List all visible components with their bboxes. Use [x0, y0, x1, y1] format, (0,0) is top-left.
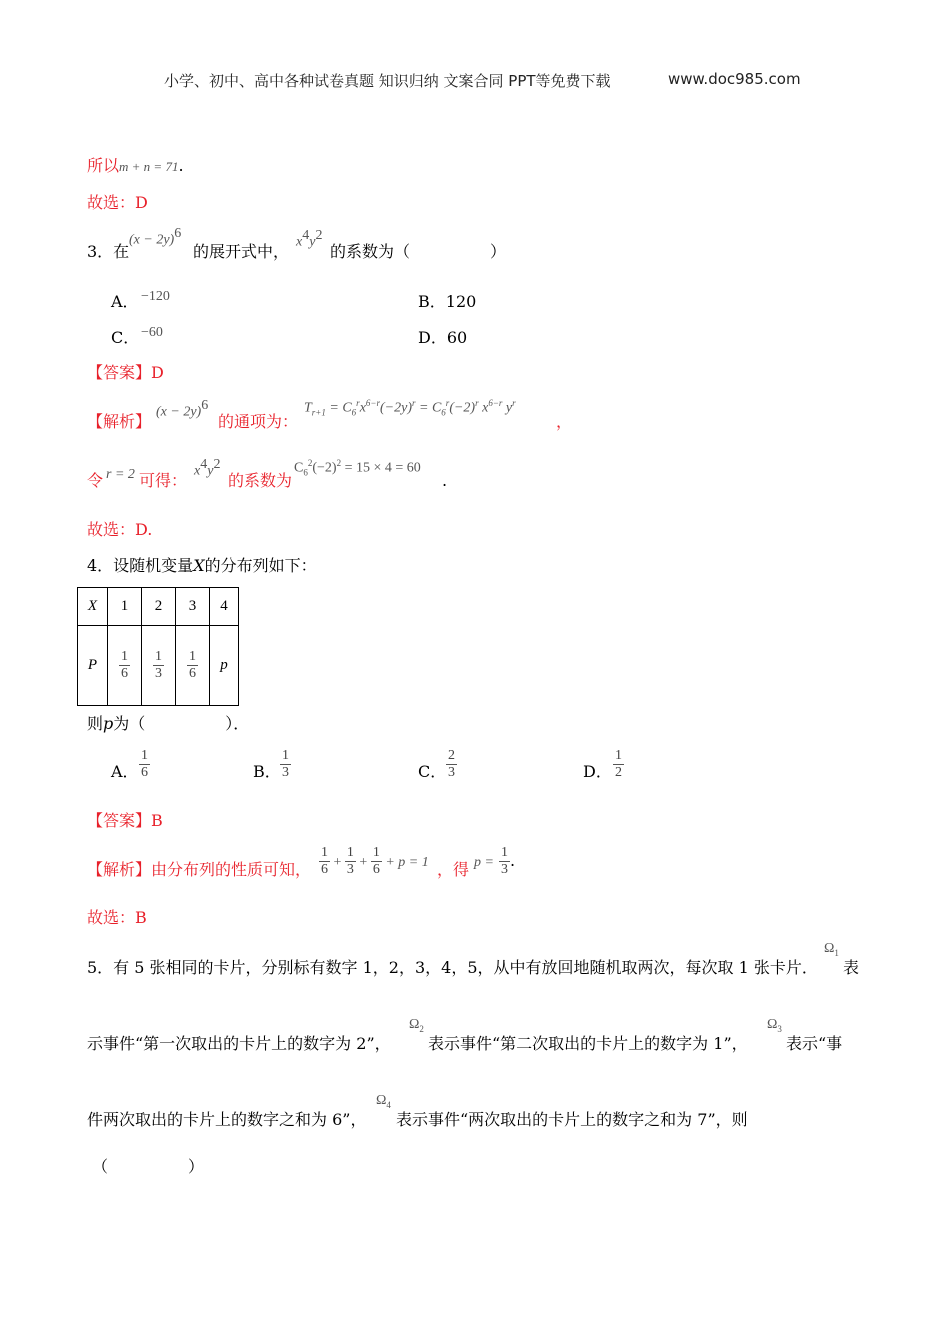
fraction-den: 3: [282, 765, 289, 780]
q3-option-d[interactable]: [418, 328, 467, 348]
q3-option-b-value: 120: [445, 292, 477, 311]
header-title: 小学、初中、高中各种试卷真题 知识归纳 文案合同 PPT等免费下载: [164, 72, 611, 90]
q5-omega1: [824, 941, 839, 958]
fraction-num: 1: [282, 748, 289, 763]
fraction: [153, 649, 164, 682]
q3-answer: 【答案】D: [87, 363, 164, 382]
q3-term: [296, 228, 322, 250]
fraction: [119, 649, 130, 682]
fraction-den: 6: [189, 666, 196, 681]
fraction-num: 1: [141, 748, 148, 763]
omega-sub: 1: [834, 947, 839, 958]
q3-analysis-expr-base: (x − 2y): [156, 404, 202, 420]
omega-symbol: Ω: [767, 1017, 778, 1032]
q4-ask: [87, 714, 249, 734]
q3-line2-text2: 的系数为: [228, 471, 293, 490]
table-cell: 2: [142, 588, 176, 626]
q3-option-b[interactable]: [418, 292, 476, 312]
q4-option-b-value: [280, 748, 291, 781]
q3-analysis-expr: [156, 398, 208, 420]
q3-analysis-expr-exp: 6: [201, 398, 209, 413]
q3-line2-term-exp1: 4: [200, 457, 208, 472]
header-url[interactable]: www.doc985.com: [668, 70, 801, 88]
omega-sub: 4: [386, 1099, 391, 1110]
table-cell: 1: [108, 588, 142, 626]
q4-analysis-label: 【解析】: [87, 860, 152, 879]
q3-option-b-label: B．: [418, 292, 446, 311]
q4-intro-text: 4．设随机变量: [87, 556, 194, 575]
q5-line2-b: 表示事件“第二次取出的卡片上的数字为 1”，: [428, 1034, 748, 1053]
prev-choose: 故选：D: [87, 193, 148, 212]
omega-symbol: Ω: [376, 1093, 387, 1108]
fraction-num: 1: [121, 649, 128, 664]
q3-text1: 的展开式中，: [193, 242, 290, 261]
fraction-den: 3: [155, 666, 162, 681]
table-cell: [108, 626, 142, 706]
q3-option-d-label: D．: [418, 328, 447, 347]
q3-option-c-label: C．: [111, 328, 140, 347]
q4-option-c-value: [446, 748, 457, 781]
fraction-den: 3: [448, 765, 455, 780]
q3-line2-prefix: 令: [87, 471, 104, 490]
q3-term-y: y: [309, 234, 316, 250]
table-cell: P: [78, 626, 108, 706]
q3-analysis-text1: 的通项为：: [218, 412, 299, 431]
q5-line1-tail: 表: [843, 958, 860, 977]
table-cell: 3: [176, 588, 210, 626]
q3-option-c[interactable]: [111, 328, 139, 348]
omega-symbol: Ω: [824, 941, 835, 956]
q3-term-x: x: [296, 234, 303, 250]
q4-option-b-label: B．: [253, 762, 281, 781]
q5-line2-c: 表示“事: [786, 1034, 843, 1053]
omega-sub: 3: [777, 1023, 782, 1034]
fraction-den: 6: [121, 666, 128, 681]
q5-line2-a: 示事件“第一次取出的卡片上的数字为 2”，: [87, 1034, 391, 1053]
q3-expr: [129, 226, 181, 248]
q3-option-a-label: A．: [111, 292, 139, 311]
q3-expr-exp: 6: [174, 226, 182, 241]
q4-option-a-label: A．: [111, 762, 139, 781]
q3-line2-term-x: x: [194, 463, 201, 479]
q4-analysis-get: ，得: [437, 860, 470, 879]
q4-choose: 故选：B: [87, 908, 147, 927]
q4-option-d-label: D．: [583, 762, 612, 781]
q4-option-d[interactable]: [583, 762, 612, 782]
q3-line2-term-y: y: [207, 463, 214, 479]
fraction: [187, 649, 198, 682]
fraction-num: 1: [189, 649, 196, 664]
q4-analysis-text: 由分布列的性质可知，: [151, 860, 312, 879]
q4-intro-var: X: [193, 556, 205, 575]
table-row: [78, 626, 239, 706]
fraction-num: 2: [448, 748, 455, 763]
q5-line4: （ ）: [92, 1157, 205, 1176]
table-cell: [142, 626, 176, 706]
fraction-den: 2: [615, 765, 622, 780]
q3-analysis-comma: ，: [556, 412, 573, 431]
q3-line2-term-exp2: 2: [213, 457, 221, 472]
q3-line2-calc-result: = 15 × 4 = 60: [344, 460, 421, 476]
q4-option-a[interactable]: [111, 762, 139, 782]
q5-line1: 5．有 5 张相同的卡片，分别标有数字 1，2，3，4，5，从中有放回地随机取两次，每次取 1 张卡片．: [87, 958, 818, 977]
q4-option-a-value: [139, 748, 150, 781]
q4-analysis-result: p = $\frac{1}{3}$ .: [474, 845, 516, 877]
fraction-den: 6: [141, 765, 148, 780]
q3-term-exp1: 4: [302, 228, 310, 243]
table-row: [78, 588, 239, 626]
q3-num: 3．在: [87, 242, 130, 261]
q4-ask-prefix: 则: [87, 714, 104, 733]
q3-expr-base: (x − 2y): [129, 232, 175, 248]
q3-line2-cond: r = 2: [106, 467, 135, 482]
q5-line3-a: 件两次取出的卡片上的数字之和为 6”，: [87, 1110, 367, 1129]
q4-analysis-result-lhs: p =: [474, 855, 494, 870]
prev-conclusion: 所以m + n = 71.: [87, 156, 184, 175]
table-cell: X: [78, 588, 108, 626]
q4-analysis-equation: $\frac{1}{6}$ + $\frac{1}{3}$ + $\frac{1}{6}$ + p = 1: [321, 845, 429, 877]
q3-choose: 故选：D.: [87, 520, 153, 539]
q4-option-d-value: [613, 748, 624, 781]
q3-line2-text1: 可得：: [139, 471, 188, 490]
q3-general-term-formula: $T_{r+1} = C_6^rx^{6-r}(-2y)^r = C_6^r(-2)^r$ $x^{6-r}$ $y^r$: [304, 398, 516, 418]
table-cell: [176, 626, 210, 706]
q4-ask-var: p: [103, 714, 114, 733]
q3-option-d-value: 60: [446, 328, 468, 347]
q4-intro-tail: 的分布列如下：: [204, 556, 317, 575]
fraction-num: 1: [155, 649, 162, 664]
q5-omega4: [376, 1093, 391, 1110]
q4-option-c[interactable]: [418, 762, 446, 782]
q4-answer: 【答案】B: [87, 811, 163, 830]
q3-option-c-value: −60: [141, 325, 163, 340]
q3-option-a-value: −120: [141, 289, 170, 304]
q4-ask-tail: 为（ ）．: [113, 714, 250, 733]
q4-analysis: [87, 860, 311, 880]
q3-option-a[interactable]: [111, 292, 139, 312]
prev-conclusion-prefix: 所以: [87, 156, 120, 175]
q3-analysis-label: 【解析】: [87, 412, 152, 431]
q5-omega3: [767, 1017, 782, 1034]
distribution-table: [77, 587, 239, 706]
q4-analysis-eq-tail: + p = 1: [385, 855, 429, 870]
q3-term-exp2: 2: [315, 228, 323, 243]
q3-line2-term: [194, 457, 220, 479]
q4-analysis-end: .: [510, 851, 516, 870]
q4-option-c-label: C．: [418, 762, 447, 781]
q3-line2-calc: $C_6^2(-2)^2 = 15 \times 4 = 60$: [294, 458, 421, 478]
table-cell: 4: [210, 588, 239, 626]
fraction-num: 1: [615, 748, 622, 763]
prev-conclusion-math: m + n = 71: [119, 159, 179, 174]
q5-omega2: [409, 1017, 424, 1034]
q4-intro: [87, 556, 317, 576]
table-cell: p: [210, 626, 239, 706]
omega-sub: 2: [419, 1023, 424, 1034]
q3-line2-end: .: [442, 471, 448, 490]
q4-option-b[interactable]: [253, 762, 281, 782]
omega-symbol: Ω: [409, 1017, 420, 1032]
q5-line3-b: 表示事件“两次取出的卡片上的数字之和为 7”，则: [396, 1110, 748, 1129]
q3-text2: 的系数为（ ）: [330, 242, 507, 261]
